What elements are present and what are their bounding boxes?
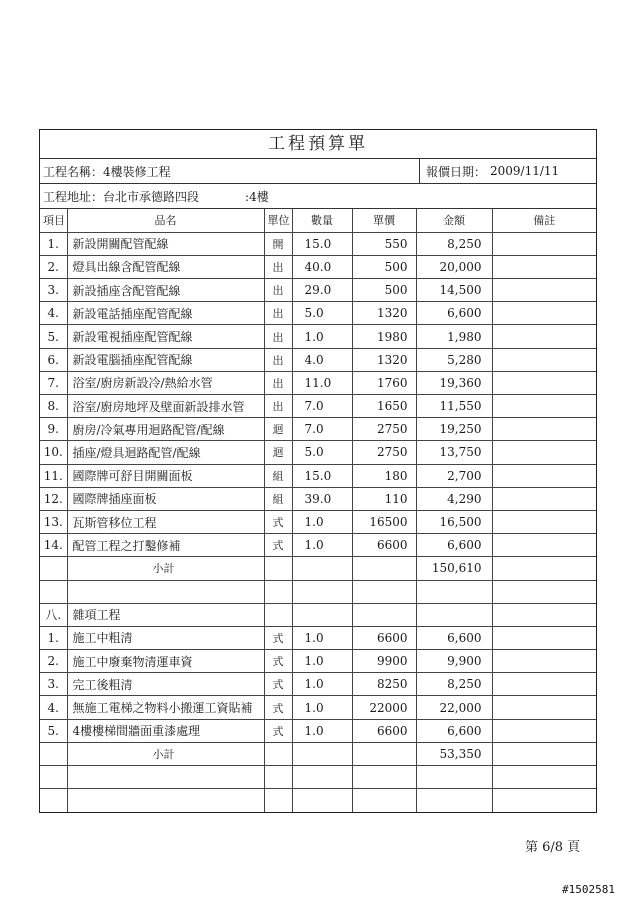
- cell-price: 9900: [352, 650, 416, 673]
- col-header-amount: 金額: [416, 209, 492, 232]
- cell-note: [492, 232, 596, 255]
- cell-qty: 5.0: [292, 302, 352, 325]
- cell-amount: 1,980: [416, 325, 492, 348]
- table-row: [40, 255, 596, 278]
- cell-idx: 4.: [40, 302, 67, 325]
- cell-qty: 29.0: [292, 279, 352, 302]
- cell-amount: 19,360: [416, 371, 492, 394]
- section-idx: 八.: [40, 603, 67, 626]
- cell-note: [492, 650, 596, 673]
- table-row: [40, 395, 596, 418]
- cell-price: 16500: [352, 510, 416, 533]
- cell-amount: 14,500: [416, 279, 492, 302]
- cell-unit: 出: [264, 325, 292, 348]
- cell-qty: 1.0: [292, 650, 352, 673]
- cell-note: [492, 510, 596, 533]
- table-row: [40, 371, 596, 394]
- cell-note: [492, 487, 596, 510]
- cell-unit: 式: [264, 534, 292, 557]
- cell-unit: 出: [264, 371, 292, 394]
- cell-name: 浴室/廚房地坪及壁面新設排水管: [67, 395, 264, 418]
- cell-amount: 8,250: [416, 673, 492, 696]
- cell-name: 廚房/冷氣專用迴路配管/配線: [67, 418, 264, 441]
- cell-name: 完工後粗清: [67, 673, 264, 696]
- cell-idx: 5.: [40, 325, 67, 348]
- cell-empty: [264, 789, 292, 812]
- empty-row: [40, 789, 596, 812]
- cell-price: 1980: [352, 325, 416, 348]
- cell-empty: [264, 742, 292, 765]
- cell-empty: [67, 789, 264, 812]
- cell-unit: 組: [264, 464, 292, 487]
- cell-empty: [352, 789, 416, 812]
- cell-note: [492, 696, 596, 719]
- cell-unit: 組: [264, 487, 292, 510]
- subtotal-row-2: [40, 742, 596, 765]
- cell-empty: [416, 789, 492, 812]
- cell-price: 6600: [352, 626, 416, 649]
- cell-idx: 6.: [40, 348, 67, 371]
- cell-unit: 出: [264, 255, 292, 278]
- cell-name: 瓦斯管移位工程: [67, 510, 264, 533]
- table-row: [40, 302, 596, 325]
- cell-qty: 15.0: [292, 232, 352, 255]
- budget-table: [40, 209, 596, 812]
- cell-empty: [492, 789, 596, 812]
- cell-empty: [292, 742, 352, 765]
- cell-note: [492, 719, 596, 742]
- table-header-row: [40, 209, 596, 232]
- cell-idx: 13.: [40, 510, 67, 533]
- cell-qty: 1.0: [292, 719, 352, 742]
- cell-unit: 開: [264, 232, 292, 255]
- cell-unit: 出: [264, 348, 292, 371]
- address-value: 台北市承德路四段: [103, 189, 200, 204]
- cell-name: 浴室/廚房新設冷/熱給水管: [67, 371, 264, 394]
- cell-idx: 3.: [40, 279, 67, 302]
- cell-idx: 9.: [40, 418, 67, 441]
- cell-qty: 40.0: [292, 255, 352, 278]
- table-row: [40, 279, 596, 302]
- cell-empty: [292, 557, 352, 580]
- cell-empty: [67, 766, 264, 789]
- page-number: 第 6/8 頁: [525, 840, 581, 855]
- cell-amount: 22,000: [416, 696, 492, 719]
- cell-empty: [264, 603, 292, 626]
- cell-unit: 出: [264, 395, 292, 418]
- cell-empty: [352, 766, 416, 789]
- cell-name: 國際牌插座面板: [67, 487, 264, 510]
- cell-price: 550: [352, 232, 416, 255]
- table-row: [40, 487, 596, 510]
- cell-idx: 1.: [40, 626, 67, 649]
- cell-note: [492, 255, 596, 278]
- cell-price: 500: [352, 279, 416, 302]
- cell-idx: 2.: [40, 255, 67, 278]
- cell-amount: 9,900: [416, 650, 492, 673]
- cell-amount: 4,290: [416, 487, 492, 510]
- cell-amount: 6,600: [416, 626, 492, 649]
- cell-note: [492, 395, 596, 418]
- cell-unit: 式: [264, 719, 292, 742]
- cell-unit: 出: [264, 302, 292, 325]
- table-row: [40, 441, 596, 464]
- table-row: [40, 510, 596, 533]
- table-row: [40, 325, 596, 348]
- cell-price: 1320: [352, 302, 416, 325]
- cell-amount: 20,000: [416, 255, 492, 278]
- cell-price: 1320: [352, 348, 416, 371]
- section-header-row: [40, 603, 596, 626]
- cell-qty: 1.0: [292, 673, 352, 696]
- cell-note: [492, 371, 596, 394]
- cell-qty: 39.0: [292, 487, 352, 510]
- address-info-row: [40, 184, 596, 209]
- cell-empty: [492, 603, 596, 626]
- cell-empty: [492, 557, 596, 580]
- subtotal-amount: 150,610: [416, 557, 492, 580]
- cell-name: 新設電腦插座配管配線: [67, 348, 264, 371]
- subtotal-label: 小計: [67, 557, 264, 580]
- cell-unit: 式: [264, 673, 292, 696]
- cell-name: 燈具出線含配管配線: [67, 255, 264, 278]
- cell-empty: [492, 742, 596, 765]
- section-name: 雜項工程: [67, 603, 264, 626]
- cell-name: 4樓樓梯間牆面重漆處理: [67, 719, 264, 742]
- cell-empty: [352, 557, 416, 580]
- cell-amount: 13,750: [416, 441, 492, 464]
- cell-price: 1760: [352, 371, 416, 394]
- cell-idx: 12.: [40, 487, 67, 510]
- cell-note: [492, 325, 596, 348]
- empty-row: [40, 766, 596, 789]
- cell-empty: [352, 580, 416, 603]
- cell-name: 新設電視插座配管配線: [67, 325, 264, 348]
- cell-empty: [264, 580, 292, 603]
- cell-name: 國際牌可舒目開關面板: [67, 464, 264, 487]
- cell-idx: 2.: [40, 650, 67, 673]
- address-label: 工程地址：: [43, 189, 104, 204]
- cell-qty: 1.0: [292, 626, 352, 649]
- cell-note: [492, 279, 596, 302]
- cell-empty: [292, 789, 352, 812]
- cell-price: 8250: [352, 673, 416, 696]
- cell-idx: 4.: [40, 696, 67, 719]
- cell-empty: [40, 742, 67, 765]
- cell-price: 2750: [352, 418, 416, 441]
- cell-qty: 5.0: [292, 441, 352, 464]
- cell-qty: 1.0: [292, 696, 352, 719]
- cell-amount: 16,500: [416, 510, 492, 533]
- cell-price: 180: [352, 464, 416, 487]
- cell-note: [492, 348, 596, 371]
- cell-unit: 出: [264, 279, 292, 302]
- cell-empty: [492, 766, 596, 789]
- cell-name: 插座/燈具迴路配管/配線: [67, 441, 264, 464]
- col-header-idx: 項目: [40, 209, 67, 232]
- cell-note: [492, 626, 596, 649]
- cell-qty: 1.0: [292, 534, 352, 557]
- cell-name: 新設開關配管配線: [67, 232, 264, 255]
- cell-empty: [67, 580, 264, 603]
- cell-note: [492, 464, 596, 487]
- cell-name: 施工中廢棄物清運車資: [67, 650, 264, 673]
- cell-note: [492, 418, 596, 441]
- cell-amount: 2,700: [416, 464, 492, 487]
- cell-qty: 11.0: [292, 371, 352, 394]
- col-header-note: 備註: [492, 209, 596, 232]
- cell-empty: [40, 557, 67, 580]
- cell-price: 6600: [352, 719, 416, 742]
- cell-empty: [416, 603, 492, 626]
- cell-empty: [352, 742, 416, 765]
- table-row: [40, 534, 596, 557]
- cell-note: [492, 673, 596, 696]
- cell-empty: [416, 580, 492, 603]
- document-id-stamp: #1502581: [562, 883, 615, 896]
- table-row: [40, 650, 596, 673]
- cell-amount: 19,250: [416, 418, 492, 441]
- cell-price: 1650: [352, 395, 416, 418]
- date-label: 報價日期：: [426, 164, 487, 179]
- cell-idx: 5.: [40, 719, 67, 742]
- cell-idx: 7.: [40, 371, 67, 394]
- table-row: [40, 418, 596, 441]
- cell-idx: 3.: [40, 673, 67, 696]
- cell-empty: [264, 766, 292, 789]
- cell-name: 施工中粗清: [67, 626, 264, 649]
- table-row: [40, 464, 596, 487]
- budget-sheet: [39, 129, 597, 813]
- cell-qty: 1.0: [292, 510, 352, 533]
- cell-name: 新設電話插座配管配線: [67, 302, 264, 325]
- table-row: [40, 719, 596, 742]
- quote-date: 2009/11/11: [490, 164, 560, 178]
- cell-name: 無施工電梯之物料小搬運工資貼補: [67, 696, 264, 719]
- cell-amount: 8,250: [416, 232, 492, 255]
- cell-amount: 6,600: [416, 302, 492, 325]
- cell-unit: 式: [264, 650, 292, 673]
- cell-note: [492, 302, 596, 325]
- cell-price: 22000: [352, 696, 416, 719]
- cell-amount: 6,600: [416, 534, 492, 557]
- cell-unit: 式: [264, 510, 292, 533]
- cell-empty: [292, 766, 352, 789]
- project-name: 4樓裝修工程: [103, 164, 171, 179]
- cell-qty: 15.0: [292, 464, 352, 487]
- empty-row: [40, 580, 596, 603]
- cell-amount: 6,600: [416, 719, 492, 742]
- cell-qty: 7.0: [292, 418, 352, 441]
- table-row: [40, 348, 596, 371]
- cell-empty: [292, 580, 352, 603]
- table-row: [40, 232, 596, 255]
- cell-qty: 7.0: [292, 395, 352, 418]
- cell-amount: 11,550: [416, 395, 492, 418]
- cell-price: 500: [352, 255, 416, 278]
- cell-qty: 4.0: [292, 348, 352, 371]
- table-row: [40, 696, 596, 719]
- cell-name: 配管工程之打鑿修補: [67, 534, 264, 557]
- project-label: 工程名稱：: [43, 164, 104, 179]
- cell-price: 2750: [352, 441, 416, 464]
- col-header-qty: 數量: [292, 209, 352, 232]
- cell-empty: [264, 557, 292, 580]
- cell-unit: 式: [264, 626, 292, 649]
- floor-value: :4樓: [245, 189, 269, 204]
- cell-unit: 式: [264, 696, 292, 719]
- cell-idx: 8.: [40, 395, 67, 418]
- cell-price: 110: [352, 487, 416, 510]
- cell-empty: [352, 603, 416, 626]
- subtotal-label: 小計: [67, 742, 264, 765]
- table-row: [40, 626, 596, 649]
- col-header-unit: 單位: [264, 209, 292, 232]
- cell-idx: 11.: [40, 464, 67, 487]
- cell-unit: 迴: [264, 418, 292, 441]
- cell-empty: [40, 766, 67, 789]
- cell-idx: 10.: [40, 441, 67, 464]
- cell-unit: 迴: [264, 441, 292, 464]
- cell-idx: 1.: [40, 232, 67, 255]
- col-header-name: 品名: [67, 209, 264, 232]
- cell-name: 新設插座含配管配線: [67, 279, 264, 302]
- cell-amount: 5,280: [416, 348, 492, 371]
- cell-empty: [416, 766, 492, 789]
- cell-note: [492, 441, 596, 464]
- cell-idx: 14.: [40, 534, 67, 557]
- cell-qty: 1.0: [292, 325, 352, 348]
- cell-price: 6600: [352, 534, 416, 557]
- table-row: [40, 673, 596, 696]
- col-header-price: 單價: [352, 209, 416, 232]
- cell-empty: [40, 789, 67, 812]
- cell-empty: [40, 580, 67, 603]
- cell-note: [492, 534, 596, 557]
- cell-empty: [492, 580, 596, 603]
- cell-empty: [292, 603, 352, 626]
- document-title: 工程預算單: [40, 130, 596, 159]
- project-info-row: [40, 159, 596, 184]
- subtotal-row-1: [40, 557, 596, 580]
- subtotal-amount: 53,350: [416, 742, 492, 765]
